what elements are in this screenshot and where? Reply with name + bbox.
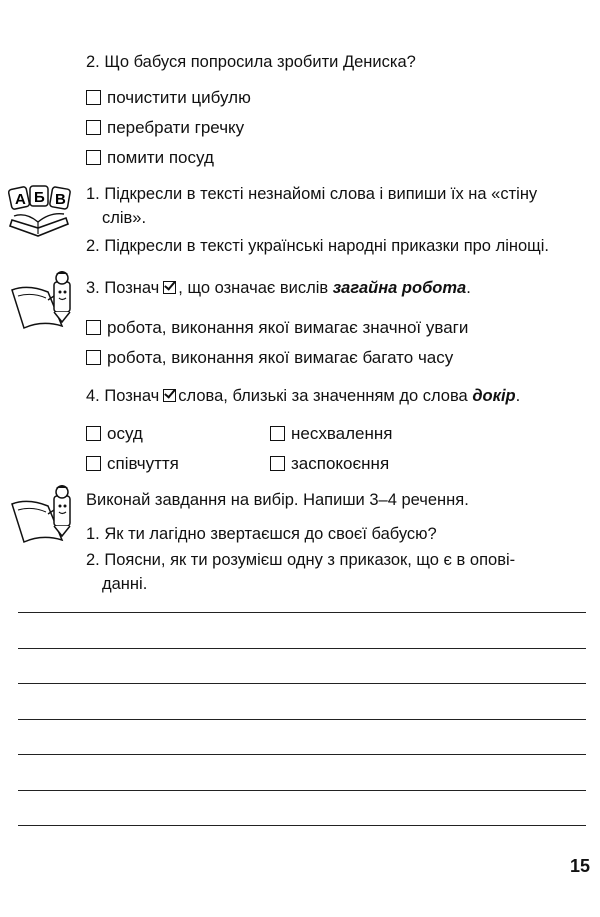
q2-option-label: перебрати гречку [107,118,245,137]
q4-middle: слова, близькі за значенням до слова [178,387,468,405]
writing-line[interactable] [18,612,586,613]
tasks-block-1 [86,182,586,258]
q4-option-label: заспокоєння [291,454,390,473]
q3-options [86,316,468,376]
q2-option-1[interactable] [86,86,251,116]
q3-option-label: робота, виконання якої вимагає багато часу [107,348,454,367]
q4-option-spivchuttia[interactable] [86,452,179,482]
writing-line[interactable] [18,754,586,755]
q4-word: докір [472,387,516,405]
q2-option-label: почистити цибулю [107,88,251,107]
abc-letter-b: Б [34,189,45,206]
checkbox[interactable] [86,350,101,365]
checkbox[interactable] [86,120,101,135]
q3-suffix: . [466,279,471,297]
writing-line[interactable] [18,683,586,684]
abc-letter-v: В [55,191,66,208]
abc-book-icon [6,182,74,245]
checkbox[interactable] [86,90,101,105]
q4-option-neskhvalennia[interactable] [270,422,393,452]
checkbox[interactable] [86,320,101,335]
q3-middle: , що означає вислів [178,279,329,297]
checkbox[interactable] [86,456,101,471]
writing-line[interactable] [18,648,586,649]
q2-title: 2. Що бабуся попросила зробити Дениска? [86,53,416,71]
q4-prefix: 4. Познач [86,387,160,405]
q3-option-1[interactable] [86,316,468,346]
choice-task-2-line-1: 2. Поясни, як ти розумієш одну з приказок, що є в опові- [86,551,516,569]
writing-line[interactable] [18,719,586,720]
writing-line[interactable] [18,790,586,791]
choice-task [86,488,586,596]
pencil-writing-icon [8,484,78,551]
checked-box-icon [163,281,176,294]
task-1-line-1: 1. Підкресли в тексті незнайомі слова і випиши їх на «стіну [86,185,538,203]
task-2: 2. Підкресли в тексті українські народні приказки про лінощі. [86,237,549,255]
checkbox[interactable] [86,150,101,165]
q4-options-left [86,422,179,482]
q4-options-right [270,422,393,482]
q3-option-2[interactable] [86,346,468,376]
q3-title [86,276,471,300]
q2-option-3[interactable] [86,146,251,176]
writing-line[interactable] [18,825,586,826]
q4-suffix: . [515,387,521,405]
checked-box-icon [163,389,176,402]
task-1-line-2: слів». [102,209,147,227]
q4-option-zaspokoiennia[interactable] [270,452,393,482]
q2-options [86,86,251,176]
pencil-writing-icon [8,270,78,337]
abc-letter-a: А [15,191,26,208]
q4-option-label: несхвалення [291,424,393,443]
checkbox[interactable] [270,426,285,441]
q3-prefix: 3. Познач [86,279,160,297]
q3-option-label: робота, виконання якої вимагає значної уваги [107,318,469,337]
checkbox[interactable] [86,426,101,441]
q4-option-label: співчуття [107,454,179,473]
q3-phrase: загайна робота [332,279,467,297]
q2-option-label: помити посуд [107,148,214,167]
q4-title [86,384,520,408]
q4-option-label: осуд [107,424,143,443]
choice-task-1: 1. Як ти лагідно звертаєшся до своєї бабусю? [86,525,437,543]
checkbox[interactable] [270,456,285,471]
q4-option-osud[interactable] [86,422,179,452]
q2-option-2[interactable] [86,116,251,146]
choice-task-intro: Виконай завдання на вибір. Напиши 3–4 речення. [86,491,469,509]
choice-task-2-line-2: данні. [102,575,148,593]
page-number: 15 [570,856,591,876]
